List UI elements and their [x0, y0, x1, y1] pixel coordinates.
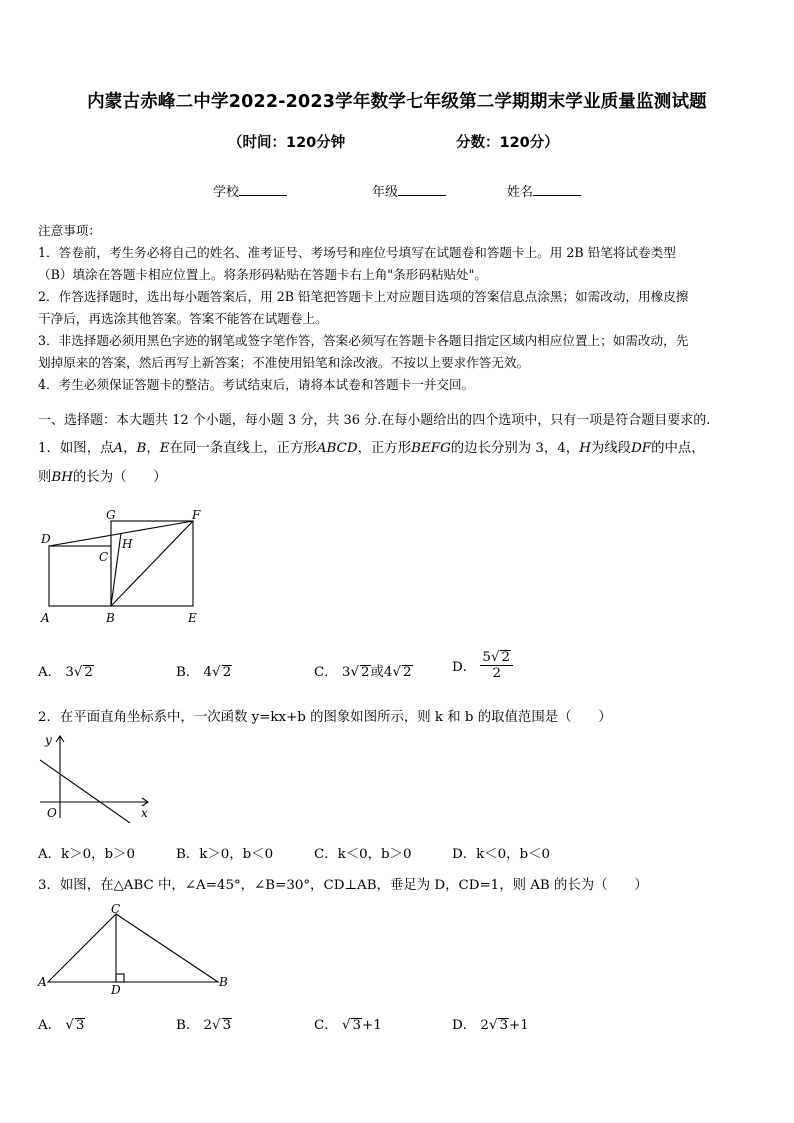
- label-o: O: [47, 806, 57, 820]
- q3-text: 3．如图，在△ABC 中，∠A=45°，∠B=30°，CD⊥AB，垂足为 D，CD=1，则 AB 的长为（ ）: [38, 878, 648, 893]
- q1-text-line2: 则BH的长为（ ）: [38, 470, 167, 485]
- right-angle-mark: [116, 974, 124, 982]
- note-line: 2．作答选择题时，选出每小题答案后，用 2B 铅笔把答题卡上对应题目选项的答案信息点涂黑；如需改动，用橡皮擦: [38, 289, 689, 304]
- note-line: 3．非选择题必须用黑色字迹的钢笔或签字笔作答，答案必须写在答题卡各题目指定区域内相应位置上；如需改动，先: [38, 333, 689, 348]
- q2-option-a[interactable]: A．k＞0，b＞0: [38, 847, 135, 862]
- label-f: F: [192, 508, 201, 522]
- label-d: D: [41, 532, 51, 546]
- label-c: C: [111, 902, 121, 916]
- label-d: D: [111, 983, 121, 997]
- grade-field: 年级: [372, 181, 446, 200]
- label-a: A: [38, 975, 47, 989]
- label-g: G: [106, 508, 116, 522]
- q1-option-c[interactable]: C． 3√ 2或4√ 2: [314, 665, 412, 680]
- q2-option-c[interactable]: C．k＜0，b＞0: [314, 847, 412, 862]
- note-line: 干净后，再选涂其他答案。答案不能答在试题卷上。: [38, 311, 328, 326]
- q3-option-c[interactable]: C． √ 3+1: [314, 1018, 382, 1033]
- q2-option-b[interactable]: B．k＞0，b＜0: [176, 847, 274, 862]
- q2-figure: [36, 728, 161, 823]
- q1-option-b[interactable]: B． 4√ 2: [176, 665, 232, 680]
- note-line: 4．考生必须保证答题卡的整洁。考试结束后，请将本试卷和答题卡一并交回。: [38, 377, 475, 392]
- segment-bh: [111, 533, 121, 606]
- q3-option-b[interactable]: B． 2√ 3: [176, 1018, 232, 1033]
- label-b: B: [106, 611, 115, 625]
- note-line: （B）填涂在答题卡相应位置上。将条形码粘贴在答题卡右上角"条形码粘贴处"。: [38, 267, 488, 282]
- q1-option-a[interactable]: A． 3√ 2: [38, 665, 93, 680]
- q3-option-a[interactable]: A． √ 3: [38, 1018, 85, 1033]
- exam-score: 分数：120分）: [456, 135, 559, 151]
- q1-text: 1．如图，点A，B，E在同一条直线上，正方形ABCD，正方形BEFG的边长分别为 3，4，H为线段DF的中点，: [38, 441, 705, 456]
- q2-text: 2．在平面直角坐标系中，一次函数 y=kx+b 的图象如图所示，则 k 和 b 的取值范围是（ ）: [38, 710, 612, 725]
- exam-time: （时间：120分钟: [228, 135, 346, 151]
- label-e: E: [188, 611, 197, 625]
- school-field: 学校: [213, 181, 287, 200]
- note-line: 1．答卷前，考生务必将自己的姓名、准考证号、考场号和座位号填写在试题卷和答题卡上。用 2B 铅笔将试卷类型: [38, 245, 676, 260]
- q2-option-d[interactable]: D．k＜0，b＜0: [452, 847, 551, 862]
- label-y: y: [45, 733, 52, 747]
- label-h: H: [122, 537, 133, 551]
- q1-option-d[interactable]: D． $\frac{5√ 2}{2}$: [452, 650, 513, 681]
- section-heading: 一、选择题：本大题共 12 个小题，每小题 3 分，共 36 分.在每小题给出的四个选项中，只有一项是符合题目要求的.: [38, 413, 711, 428]
- triangle-abc: [48, 914, 218, 982]
- q3-option-d[interactable]: D． 2√ 3+1: [452, 1018, 529, 1033]
- note-line: 划掉原来的答案，然后再写上新答案；不准使用铅笔和涂改液。不按以上要求作答无效。: [38, 355, 530, 370]
- notes-heading: 注意事项：: [38, 223, 101, 238]
- label-x: x: [141, 806, 148, 820]
- label-a: A: [41, 611, 50, 625]
- q3-figure: [36, 898, 236, 998]
- page-title: 内蒙古赤峰二中学2022-2023学年数学七年级第二学期期末学业质量监测试题: [87, 92, 707, 112]
- label-c: C: [99, 550, 109, 564]
- label-b: B: [219, 975, 228, 989]
- q1-figure: [36, 505, 216, 630]
- name-field: 姓名: [507, 181, 581, 200]
- segment-bf: [111, 521, 193, 606]
